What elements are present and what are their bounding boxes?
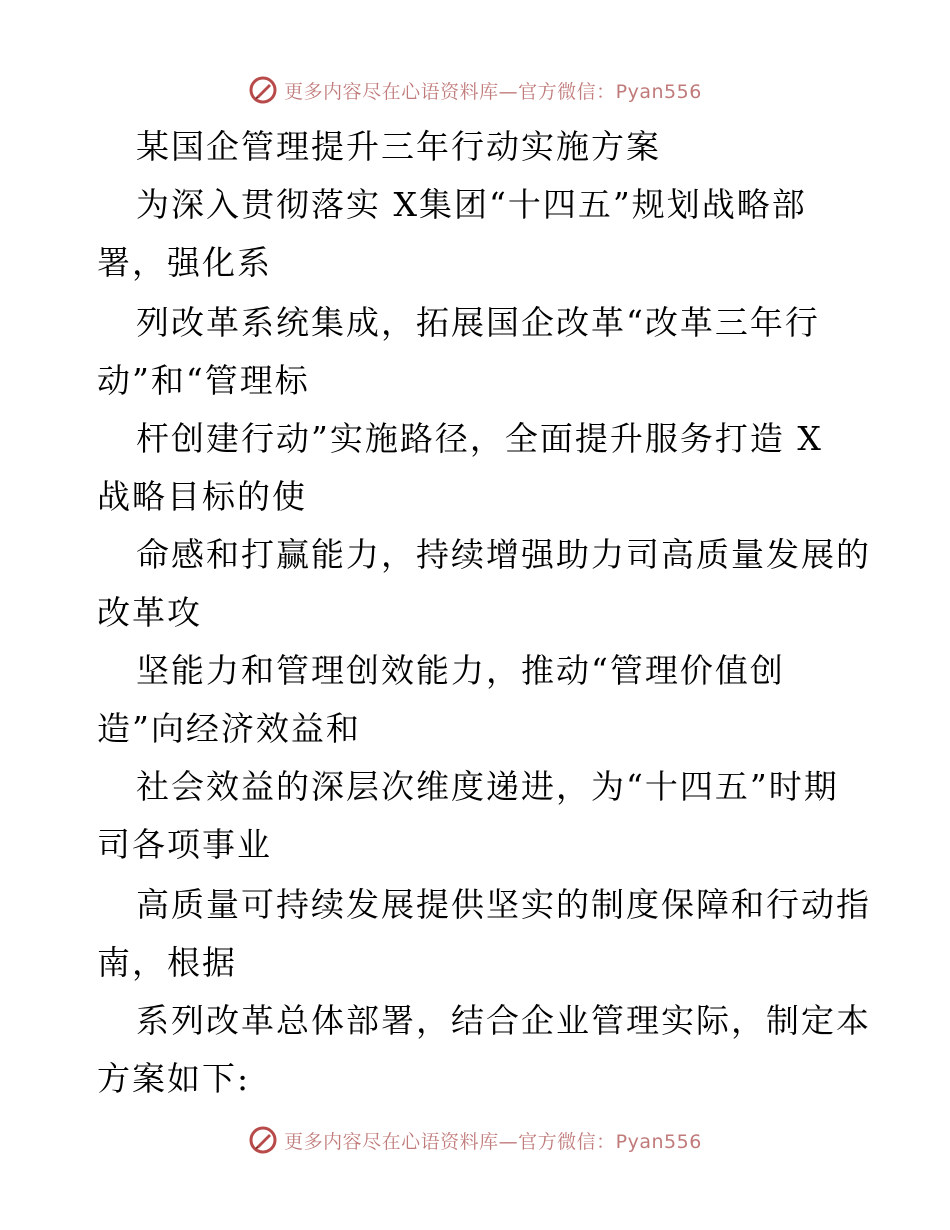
paragraph-line: 动”和“管理标 — [97, 361, 310, 400]
paragraph-line: 司各项事业 — [97, 825, 272, 864]
paragraph-line: 署，强化系 — [97, 243, 272, 282]
paragraph-line: 命感和打赢能力，持续增强助力司高质量发展的 — [136, 535, 871, 574]
paragraph-line: 为深入贯彻落实 X集团“十四五”规划战略部 — [136, 185, 807, 224]
header-banner-text: 更多内容尽在心语资料库—官方微信：Pyan556 — [284, 80, 702, 103]
document-title: 某国企管理提升三年行动实施方案 — [136, 127, 661, 166]
paragraph-line: 列改革系统集成，拓展国企改革“改革三年行 — [136, 303, 820, 342]
paragraph-line: 高质量可持续发展提供坚实的制度保障和行动指 — [136, 885, 871, 924]
paragraph-line: 南，根据 — [97, 943, 237, 982]
quill-logo-icon — [248, 1125, 278, 1155]
paragraph-line: 坚能力和管理创效能力，推动“管理价值创 — [136, 651, 785, 690]
paragraph-line: 杆创建行动”实施路径，全面提升服务打造 X — [136, 419, 823, 458]
paragraph-line: 造”向经济效益和 — [97, 709, 361, 748]
header-banner — [0, 73, 950, 107]
paragraph-line: 战略目标的使 — [97, 477, 307, 516]
paragraph-line: 改革攻 — [97, 593, 202, 632]
footer-banner — [0, 1123, 950, 1157]
paragraph-line: 方案如下: — [97, 1059, 251, 1098]
quill-logo-icon — [248, 75, 278, 105]
paragraph-line: 系列改革总体部署，结合企业管理实际，制定本 — [136, 1001, 871, 1040]
paragraph-line: 社会效益的深层次维度递进，为“十四五”时期 — [136, 767, 839, 806]
footer-banner-text: 更多内容尽在心语资料库—官方微信：Pyan556 — [284, 1130, 702, 1153]
